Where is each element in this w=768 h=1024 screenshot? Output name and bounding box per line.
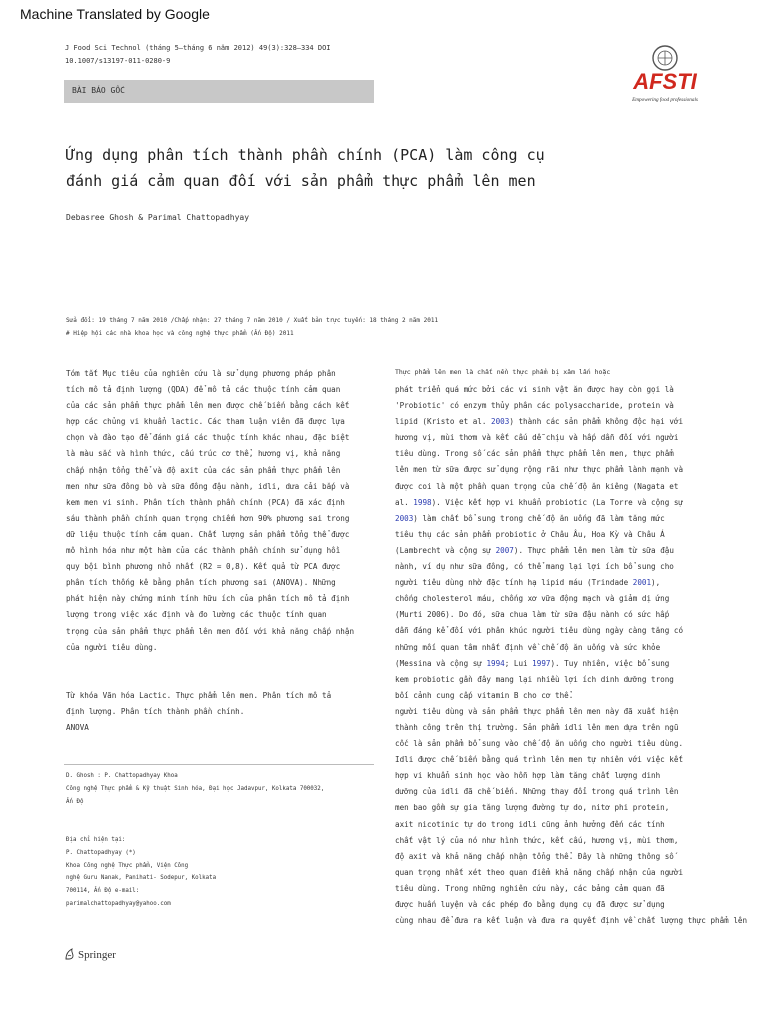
abstract-line: mô hình hóa như một hàm của các thành phần chính sử dụng hồi [66, 546, 341, 556]
doi: 10.1007/s13197-011-0280-9 [65, 57, 171, 65]
logo-tagline: Empowering food professionals [632, 97, 698, 103]
address-line: Khoa Công nghệ Thực phẩm, Viện Công [66, 862, 189, 869]
abstract-line: trọng của sản phẩm thực phẩm lên men đối với khả năng chấp nhận [66, 626, 355, 636]
body-line [395, 495, 747, 511]
body-line [395, 527, 747, 543]
body-text: men bao gồm sự gia tăng lượng đường tự do, nitơ phi protein, [395, 803, 670, 813]
article-title [66, 142, 626, 194]
body-text: ), [651, 578, 661, 588]
keywords-line: Từ khóa Vãn hóa Lactic. Thực phẩm lên men. Phân tích mô tả [66, 691, 332, 700]
abstract [66, 366, 354, 656]
title-line: Ứng dụng phân tích thành phần chính (PCA) làm công cụ [66, 146, 545, 164]
authors: Debasree Ghosh & Parimal Chattopadhyay [66, 213, 250, 222]
article-dates: Sửa đổi: 19 tháng 7 năm 2010 /Chấp nhận: 27 tháng 7 năm 2010 / Xuất bản trực tuyến: 18 tháng 2 năm 2011 [66, 317, 439, 324]
body-text: ). Thực phẩm lên men làm từ sữa đậu [513, 545, 674, 555]
body-text: dẫn đáng kể đối với phân khúc người tiêu dùng ngày càng tăng có [395, 626, 684, 636]
body-line [395, 672, 747, 688]
abstract-line: men như sữa đông bò và sữa đông đậu nành, idli, dưa cải bắp và [66, 481, 350, 491]
body-line [395, 736, 747, 752]
logo-wordmark: AFSTI [633, 69, 697, 94]
abstract-line: dữ liệu thuộc tính cảm quan. Chất lượng sản phẩm tổng thể được [66, 529, 350, 539]
body-line [395, 913, 747, 929]
body-line [395, 688, 747, 704]
body-text: kem probiotic gần đây mang lại nhiều lợi ích dinh dưỡng trong [395, 674, 674, 684]
body-line [395, 446, 747, 462]
body-line [395, 704, 747, 720]
body-line [395, 382, 747, 398]
body-text: axit nicotinic tự do trong idli cũng ảnh hưởng đến các tính [395, 819, 665, 829]
journal-citation: J Food Sci Technol (tháng 5–tháng 6 năm 2012) 49(3):328–334 DOI [65, 44, 331, 52]
body-line [395, 784, 747, 800]
article-type-label: BÀI BÁO GỐC [72, 86, 125, 95]
body-text: ) làm chất bổ sung trong chế độ ăn uống đã làm tăng mức [413, 513, 665, 523]
address-line: nghệ Guru Nanak, Panihati- Sodepur, Kolkata [66, 875, 217, 882]
body-text: nành, ví dụ như sữa đông, có thể mang lại lợi ích bổ sung cho [395, 562, 674, 572]
body-line [395, 849, 747, 865]
body-line [395, 800, 747, 816]
body-text: ) thành các sản phẩm không độc hại với [509, 417, 684, 427]
body-line [395, 462, 747, 478]
body-text: dưỡng của idli đã chế biến. Những thay đổi trong quá trình lên [395, 787, 679, 797]
citation-link[interactable]: 2003 [491, 417, 510, 427]
body-line [395, 833, 747, 849]
article-type-bar [64, 80, 374, 103]
affiliation [66, 770, 324, 808]
keywords-line: ANOVA [66, 723, 89, 733]
body-text: ). Việc kết hợp vi khuẩn probiotic (La Torre và cộng sự [431, 497, 684, 507]
body-text: (Murti 2006). Do đó, sữa chua làm từ sữa đậu nành có sức hấp [395, 610, 670, 620]
abstract-line: của các sản phẩm thực phẩm lên men được chế biến bằng cách kết [66, 401, 350, 411]
body-line [395, 817, 747, 833]
body-text: cốc là sản phẩm bổ sung vào chế độ ăn uống cho người tiêu dùng. [395, 739, 684, 749]
body-text: được coi là một phần quan trọng của chế độ ăn kiêng (Nagata et [395, 481, 679, 491]
body-text: chống cholesterol máu, chống xơ vữa động mạch và giảm dị ứng [395, 594, 670, 604]
body-text: người tiêu dùng nhờ đặc tính hạ lipid máu (Trindade [395, 578, 633, 588]
body-text: chất vật lý của nó như hình thức, kết cấu, hương vị, mùi thơm, [395, 835, 679, 845]
body-text: Idli được chế biến bằng quá trình lên men tự nhiên với việc kết [395, 755, 684, 765]
affiliation-line: Công nghệ Thực phẩm & Kỹ thuật Sinh hóa, Đại học Jadavpur, Kolkata 700032, [66, 785, 325, 792]
copyright: # Hiệp hội các nhà khoa học và công nghệ thực phẩm (Ấn Độ) 2011 [66, 330, 294, 337]
body-line [395, 559, 747, 575]
body-text: ). Tuy nhiên, việc bổ sung [550, 658, 670, 668]
body-text: al. [395, 497, 414, 507]
body-line [395, 414, 747, 430]
abstract-line: Tóm tắt Mục tiêu của nghiên cứu là sử dụng phương pháp phân [66, 369, 336, 378]
address-line: 700114, Ấn Độ e-mail: [66, 888, 140, 895]
body-line [395, 575, 747, 591]
title-line: đánh giá cảm quan đối với sản phẩm thực phẩm lên men [66, 172, 536, 190]
body-text: lipid (Kristo et al. [395, 417, 492, 427]
body-line [395, 752, 747, 768]
citation-link[interactable]: 2007 [495, 545, 514, 555]
body-text: được huấn luyện và các phép đo bằng dụng cụ đã được sử dụng [395, 900, 665, 909]
abstract-line: tích mô tả định lượng (QDA) để mô tả các thuộc tính cảm quan [66, 385, 341, 395]
body-text: thành công trên thị trường. Sản phẩm idli lên men dựa trên ngũ [395, 722, 679, 732]
body-text: những mối quan tâm nhất định về chế độ ăn uống và sức khỏe [395, 642, 661, 652]
body-line [395, 543, 747, 559]
right-column-header: Thực phẩm lên men là chất nền thực phẩm bị xâm lấn hoặc [395, 368, 611, 376]
abstract-line: lượng trong việc xác định và đo lường các thuộc tính quan [66, 610, 327, 620]
abstract-line: kem men vi sinh. Phân tích thành phần chính (PCA) đã xác định [66, 497, 345, 507]
body-line [395, 479, 747, 495]
citation-link[interactable]: 1998 [413, 497, 432, 507]
body-text: lên men từ sữa được sử dụng rộng rãi như thực phẩm lành mạnh và [395, 465, 684, 475]
citation-link[interactable]: 1994 [486, 658, 505, 668]
body-text: quan trọng nhất xét theo quan điểm khả năng chấp nhận của người [395, 867, 684, 877]
body-text: độ axit và khả năng chấp nhận tổng thể. Đây là những thông số [395, 851, 674, 861]
body-text: tiêu dùng. Trong những nghiên cứu này, các bảng cảm quan đã [395, 883, 665, 893]
body-line [395, 865, 747, 881]
abstract-line: phân tích thống kê bằng phân tích phương sai (ANOVA). Những [66, 578, 336, 588]
body-text: tiêu dùng. Trong số các sản phẩm thực phẩm lên men, thực phẩm [395, 449, 674, 459]
body-text: hương vị, mùi thơm và kết cấu dễ chịu và hấp dẫn đối với người [395, 433, 679, 443]
body-line [395, 656, 747, 672]
affiliation-divider [64, 764, 374, 765]
body-text: phát triển quá mức bởi các vi sinh vật ăn được hay còn gọi là [395, 385, 674, 394]
address-line: P. Chattopadhyay (*) [66, 849, 136, 856]
body-line [395, 897, 747, 913]
body-line [395, 640, 747, 656]
abstract-line: là màu sắc và hình thức, cấu trúc cơ thể, hương vị, khả năng [66, 449, 341, 459]
body-line [395, 591, 747, 607]
address-line: parimalchattopadhyay@yahoo.com [66, 900, 171, 907]
publisher-name: Springer [78, 949, 116, 961]
introduction-text [395, 382, 747, 929]
body-line [395, 511, 747, 527]
abstract-line: của người tiêu dùng. [66, 642, 158, 652]
abstract-line: chọn và đào tạo để đánh giá các thuộc tính khác nhau, đặc biệt [66, 433, 350, 443]
abstract-line: hợp các chủng vi khuẩn lactic. Các tham luận viên đã được lựa [66, 417, 345, 427]
body-text: người tiêu dùng và sản phẩm thực phẩm lên men này đã xuất hiện [395, 706, 679, 716]
keywords-line: định lượng. Phân tích thành phần chính. [66, 707, 245, 717]
body-line [395, 720, 747, 736]
body-text: ; Lui [504, 658, 533, 668]
abstract-line: quy bội bình phương nhỏ nhất (R2 = 0,8). Kết quả từ PCA được [66, 562, 341, 572]
machine-translation-banner: Machine Translated by Google [20, 6, 210, 22]
body-line [395, 607, 747, 623]
afsti-logo [620, 44, 710, 106]
affiliation-line: Ấn Độ [66, 798, 84, 805]
publisher-mark [64, 948, 116, 961]
body-text: hợp vi khuẩn sinh học vào hỗn hợp làm tăng chất lượng dinh [395, 771, 661, 781]
keywords [66, 688, 331, 736]
springer-horse-icon [64, 948, 75, 960]
body-line [395, 881, 747, 897]
affiliation-line: D. Ghosh : P. Chattopadhyay Khoa [66, 773, 178, 779]
body-text: tiêu thụ các sản phẩm probiotic ở Châu Âu, Hoa Kỳ và Châu Á [395, 529, 665, 539]
abstract-line: sáu thành phần chính quan trọng chiếm hơn 90% phương sai trong [66, 513, 350, 523]
body-line [395, 398, 747, 414]
body-text: (Messina và cộng sự [395, 658, 487, 668]
body-text: bối cảnh cung cấp vitamin B cho cơ thể. [395, 690, 574, 700]
abstract-line: phát hiện này chứng minh tính hữu ích của phân tích mô tả định [66, 594, 350, 604]
body-text: 'Probiotic' có enzym thủy phân các polysaccharide, protein và [395, 401, 674, 411]
citation-link[interactable]: 2003 [395, 513, 414, 523]
citation-link[interactable]: 2001 [632, 578, 652, 588]
abstract-line: chấp nhận tổng thể và độ axit của các sản phẩm thực phẩm lên [66, 465, 341, 475]
body-line [395, 430, 747, 446]
body-line [395, 623, 747, 639]
body-line [395, 768, 747, 784]
address-line: Địa chỉ hiện tại: [66, 837, 126, 843]
citation-link[interactable]: 1997 [532, 658, 551, 668]
present-address [66, 834, 216, 911]
body-text: cùng nhau để đưa ra kết luận và đưa ra quyết định về chất lượng thực phẩm lên [395, 916, 748, 926]
body-text: (Lambrecht và cộng sự [395, 545, 496, 555]
